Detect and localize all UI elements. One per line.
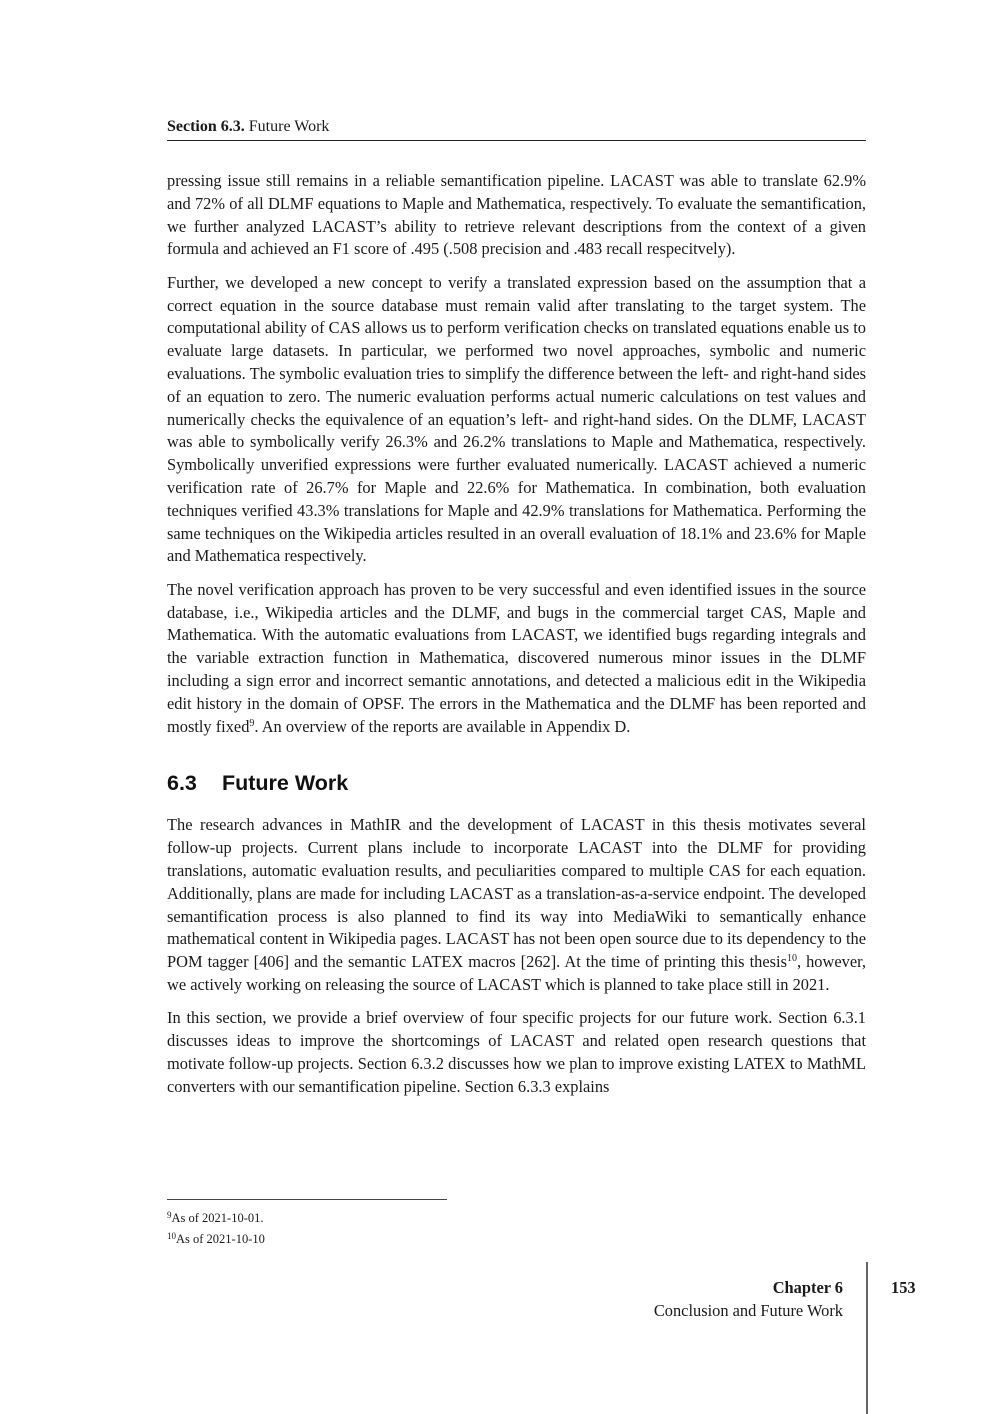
paragraph-1: pressing issue still remains in a reliable semantification pipeline. LACAST was able to translate 62.9% and 72% of all DLMF equations to Maple and Mathematica, respectively. To evaluate the semantification, we further analyzed LACAST’s ability to retrieve relevant descriptions from the context of a given formula and achieved an F1 score of .495 (.508 precision and .483 recall respecitvely). <box>167 171 866 259</box>
running-head-section-label: Section 6.3. <box>167 118 245 135</box>
running-head <box>167 116 866 141</box>
footnote-9 <box>167 1206 866 1227</box>
page-number: 153 <box>891 1278 916 1297</box>
footnote-rule <box>167 1199 447 1200</box>
paragraph-2: Further, we developed a new concept to verify a translated expression based on the assumption that a correct equation in the source database must remain valid after translating to the target system. The computational ability of CAS allows us to perform verification checks on translated equations enable us to evaluate large datasets. In particular, we performed two novel approaches, symbolic and numeric evaluations. The symbolic evaluation tries to simplify the difference between the left- and right-hand sides of an equation to zero. The numeric evaluation performs actual numeric calculations on test values and numerically checks the equivalence of an equation’s left- and right-hand sides. On the DLMF, LACAST was able to symbolically verify 26.3% and 26.2% translations to Maple and Mathematica, respectively. Symbolically unverified expressions were further evaluated numerically. LACAST achieved a numeric verification rate of 26.7% for Maple and 22.6% for Mathematica. In combination, both evaluation techniques verified 43.3% translations for Maple and 42.9% translations for Mathematica. Performing the same techniques on the Wikipedia articles resulted in an overall evaluation of 18.1% and 23.6% for Maple and Mathematica respectively. <box>167 272 866 566</box>
paragraph-3-text: The novel verification approach has proven to be very successful and even identified issues in the source database, i.e., Wikipedia articles and the DLMF, and bugs in the commercial target CAS, Maple and Mathematica. With the automatic evaluations from LACAST, we identified bugs regarding integrals and the variable extraction function in Mathematica, discovered numerous minor issues in the DLMF including a sign error and incorrect semantic annotations, and detected a malicious edit in the Wikipedia edit history in the domain of OPSF. The errors in the Mathematica and the DLMF has been reported and mostly fixed <box>167 579 866 736</box>
footer-divider <box>866 1262 868 1414</box>
footer-chapter-title: Conclusion and Future Work <box>653 1301 843 1320</box>
running-head-section-title: Future Work <box>248 118 330 135</box>
section-title: Future Work <box>222 771 349 796</box>
paragraph-4-text: The research advances in MathIR and the development of LACAST in this thesis motivates several follow-up projects. Current plans include to incorporate LACAST into the DLMF for providing translations, automatic evaluation results, and peculiarities compared to multiple CAS for each equation. Additionally, plans are made for including LACAST as a translation-as-a-service endpoint. The developed semantification process is also planned to find its way into MediaWiki to semantically enhance mathematical content in Wikipedia pages. LACAST has not been open source due to its dependency to the POM tagger [406] and the semantic LATEX macros [262]. At the time of printing this thesis <box>167 815 866 972</box>
section-heading <box>167 769 866 797</box>
footer-chapter <box>654 1276 843 1322</box>
footnote-ref-10[interactable]: 10 <box>786 953 797 965</box>
footnotes <box>167 1199 866 1248</box>
body-text <box>167 170 866 1109</box>
paragraph-3 <box>167 579 866 739</box>
footnote-text: As of 2021-10-10 <box>176 1232 265 1246</box>
footnote-ref-9[interactable]: 9 <box>249 717 255 729</box>
footnote-mark: 10 <box>167 1231 176 1241</box>
footer-chapter-number: Chapter 6 <box>772 1278 843 1297</box>
footnote-text: As of 2021-10-01. <box>171 1211 264 1225</box>
paragraph-4 <box>167 814 866 996</box>
footnote-mark: 9 <box>167 1210 172 1220</box>
paragraph-3-text-end: . An overview of the reports are available in Appendix D. <box>254 716 631 736</box>
paragraph-5: In this section, we provide a brief overview of four specific projects for our future work. Section 6.3.1 discusses ideas to improve the shortcomings of LACAST and related open research questions that motivate follow-up projects. Section 6.3.2 discusses how we plan to improve existing LATEX to MathML converters with our semantification pipeline. Section 6.3.3 explains <box>167 1008 866 1096</box>
paragraph-4-text-end: , however, we actively working on releasing the source of LACAST which is planned to take place still in 2021. <box>167 952 866 994</box>
section-number: 6.3 <box>167 771 197 796</box>
footnote-10 <box>167 1227 866 1248</box>
